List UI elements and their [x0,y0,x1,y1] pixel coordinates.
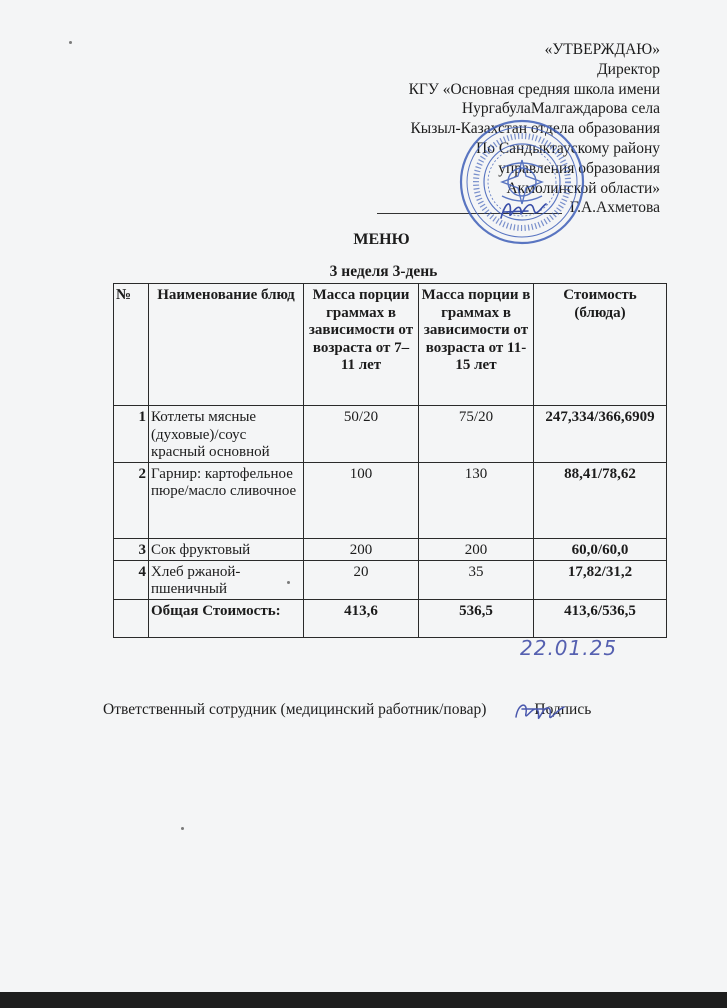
total-mass-7-11: 413,6 [304,599,419,637]
table-total-row [114,599,667,637]
total-num-cell [114,599,149,637]
dish-name: Котлеты мясные (духовые)/соус красный основной [149,406,304,463]
mass-7-11: 50/20 [304,406,419,463]
approval-line: Директор [597,60,660,78]
dish-name: Гарнир: картофельное пюре/масло сливочное [149,462,304,538]
table-row [114,560,667,599]
header-price: Стоимость (блюда) [534,284,667,406]
handwritten-date: 22.01.25 [520,636,618,660]
document-subtitle: 3 неделя 3-день [329,263,438,280]
total-price: 413,6/536,5 [534,599,667,637]
mass-11-15: 130 [419,462,534,538]
row-num: 3 [114,538,149,560]
dish-price: 247,334/366,6909 [534,406,667,463]
document-title: МЕНЮ [353,231,410,248]
table-row [114,538,667,560]
mass-7-11: 20 [304,560,419,599]
responsible-signature-icon [512,697,566,727]
header-mass-7-11: Масса порции граммах в зависимости от возраста от 7–11 лет [304,284,419,406]
mass-7-11: 100 [304,462,419,538]
responsible-label: Ответственный сотрудник (медицинский работник/повар) [103,701,487,718]
approval-line: «УТВЕРЖДАЮ» [544,41,660,58]
dish-price: 17,82/31,2 [534,560,667,599]
director-signature-icon [498,196,548,224]
signature-label: Подпись [534,701,592,718]
dish-price: 60,0/60,0 [534,538,667,560]
scan-bottom-edge [0,992,727,1008]
row-num: 2 [114,462,149,538]
dish-price: 88,41/78,62 [534,462,667,538]
approval-line: НургабулаМалгаждарова села [461,100,660,118]
header-mass-11-15: Масса порции в граммах в зависимости от возраста от 11-15 лет [419,284,534,406]
table-row [114,462,667,538]
signatory-name: Г.А.Ахметова [569,199,660,217]
mass-7-11: 200 [304,538,419,560]
row-num: 1 [114,406,149,463]
mass-11-15: 200 [419,538,534,560]
dish-name: Сок фруктовый [149,538,304,560]
approval-line: КГУ «Основная средняя школа имени [408,80,660,98]
official-stamp-icon [458,118,586,246]
table-row [114,406,667,463]
scan-speck [69,41,72,44]
scan-speck [181,827,184,830]
header-num: № [114,284,149,406]
table-header-row [114,284,667,406]
approval-line: Кызыл-Казахстан отдела образования [410,120,660,138]
dish-name: Хлеб ржаной-пшеничный [149,560,304,599]
mass-11-15: 75/20 [419,406,534,463]
mass-11-15: 35 [419,560,534,599]
menu-table [113,283,667,638]
total-mass-11-15: 536,5 [419,599,534,637]
row-num: 4 [114,560,149,599]
approval-line: По Сандыктаускому району [476,139,660,157]
approval-line: Акмолинской области» [506,179,660,197]
total-label: Общая Стоимость: [149,599,304,637]
approval-line: управления образования [498,159,660,177]
header-name: Наименование блюд [149,284,304,406]
